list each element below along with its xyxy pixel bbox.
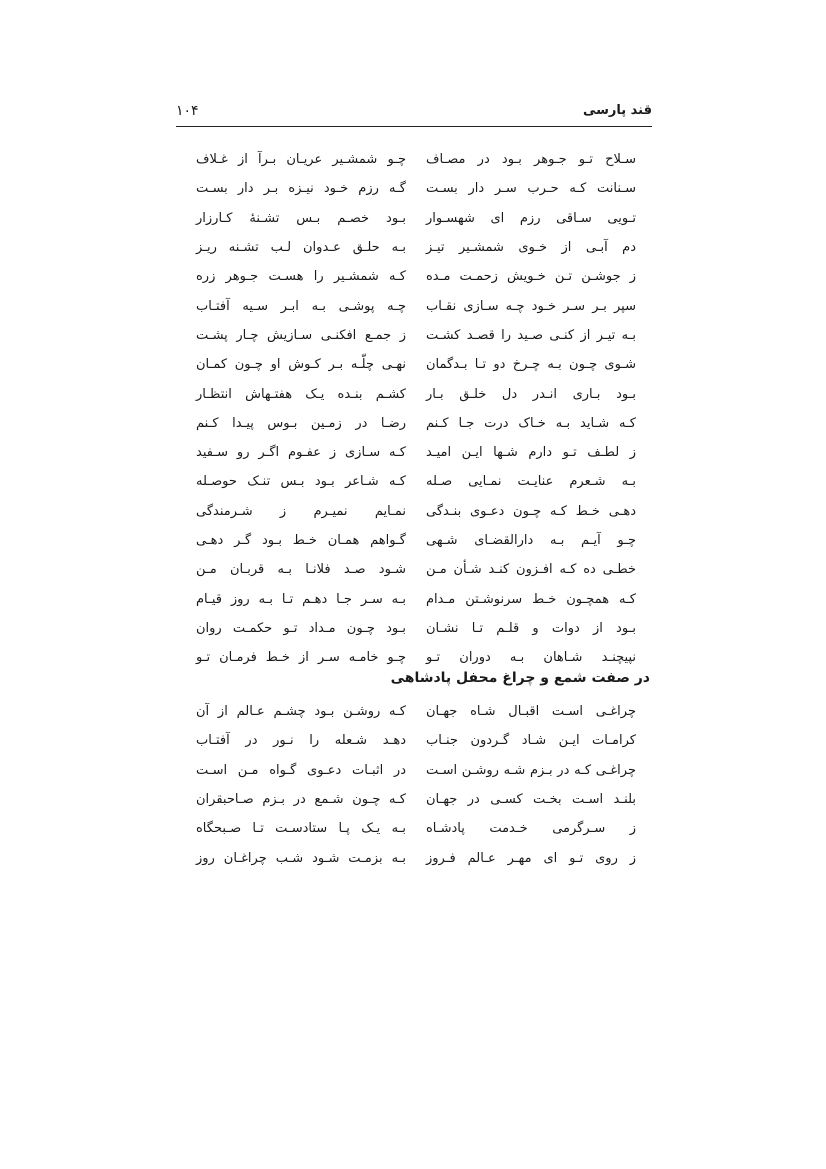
couplet	[196, 555, 636, 584]
couplet	[196, 262, 636, 291]
hemistich-left: چـو شمشـیر عریـان بـرآ از غـلاف	[196, 152, 406, 168]
hemistich-left: بـه بزمـت شـود شـب چراغـان روز	[196, 850, 406, 866]
hemistich-right: دم آبـی از خـوی شمشـیر تیـز	[426, 240, 636, 256]
couplet	[196, 321, 636, 350]
couplet	[196, 814, 636, 843]
hemistich-left: گـه رزم خـود نیـزه بـر دار بسـت	[196, 181, 406, 197]
couplet	[196, 643, 636, 672]
hemistich-left: دهـد شـعله را نـور در آفتـاب	[196, 733, 406, 749]
couplet	[196, 438, 636, 467]
hemistich-left: بـود خصـم بـس تشـنهٔ کـارزار	[196, 210, 406, 226]
hemistich-right: کـه همچـون خـط سرنوشـتن مـدام	[426, 591, 636, 607]
couplet	[196, 145, 636, 174]
couplet	[196, 584, 636, 613]
couplet	[196, 467, 636, 496]
couplet	[196, 204, 636, 233]
hemistich-right: سپر بـر سـر خـود چـه سـازی نقـاب	[426, 298, 636, 314]
book-title: قند پارسی	[582, 103, 652, 118]
hemistich-left: بـه سـر جـا دهـم تـا بـه روز قیـام	[196, 591, 406, 607]
hemistich-right: بـود از دوات و قلـم تـا نشـان	[426, 620, 636, 636]
hemistich-left: بـود چـون مـداد تـو حکمـت روان	[196, 620, 406, 636]
hemistich-left: شـود صـد فلانـا بـه قربـان مـن	[196, 562, 406, 578]
hemistich-right: کـه شـاید بـه خـاک درت جـا کـنم	[426, 415, 636, 431]
hemistich-left: نمـایم نمیـرم ز شـرمندگی	[196, 503, 406, 519]
couplet	[196, 697, 636, 726]
couplet	[196, 726, 636, 755]
couplet	[196, 497, 636, 526]
hemistich-left: کـه شـاعر بـود بـس تنـک حوصـله	[196, 474, 406, 490]
hemistich-right: چراغـی اسـت اقبـال شـاه جهـان	[426, 704, 636, 720]
hemistich-right: ز جوشـن تـن خـویش زحمـت مـده	[426, 269, 636, 285]
couplet	[196, 785, 636, 814]
couplet	[196, 409, 636, 438]
couplet	[196, 756, 636, 785]
hemistich-left: کـه چـون شـمع در بـزم صـاحبقران	[196, 792, 406, 808]
header-divider	[176, 126, 652, 127]
hemistich-right: بلنـد اسـت بخـت کسـی در جهـان	[426, 792, 636, 808]
hemistich-right: کرامـات ایـن شـاد گـردون جنـاب	[426, 733, 636, 749]
hemistich-right: ز روی تـو ای مهـر عـالم فـروز	[426, 850, 636, 866]
hemistich-right: چراغـی کـه در بـزم شـه روشـن اسـت	[426, 762, 636, 778]
couplet	[196, 233, 636, 262]
hemistich-left: کشـم بنـده یـک هفتـهاش انتظـار	[196, 386, 406, 402]
hemistich-left: کـه روشـن بـود چشـم عـالم از آن	[196, 704, 406, 720]
page-header	[176, 100, 652, 128]
hemistich-right: دهـی خـط کـه چـون دعـوی بنـدگی	[426, 503, 636, 519]
hemistich-right: ز سـرگرمی خـدمت پادشـاه	[426, 821, 636, 837]
couplet	[196, 614, 636, 643]
hemistich-right: بـه تیـر از کنـی صـید را قصـد کشـت	[426, 327, 636, 343]
couplet	[196, 379, 636, 408]
hemistich-right: نپیچنـد شـاهان بـه دوران تـو	[426, 650, 636, 666]
hemistich-left: گـواهم همـان خـط بـود گـر دهـی	[196, 533, 406, 548]
hemistich-left: نهـی چلّـه بـر کـوش او چـون کمـان	[196, 357, 406, 373]
hemistich-right: تـویی سـاقی رزم ای شهسـوار	[426, 210, 636, 226]
hemistich-right: خطـی ده کـه افـزون کنـد شـأن مـن	[426, 562, 636, 578]
couplet	[196, 174, 636, 203]
hemistich-right: سـلاح تـو جـوهر بـود در مصـاف	[426, 152, 636, 168]
hemistich-left: کـه شمشـیر را هسـت جـوهر زره	[196, 269, 406, 285]
couplet	[196, 526, 636, 555]
poem-block-1	[196, 145, 636, 672]
hemistich-right: بـه شـعرم عنایـت نمـایی صـله	[426, 474, 636, 490]
hemistich-left: بـه حلـق عـدوان لـب تشـنه ریـز	[196, 240, 406, 256]
hemistich-left: چـه پوشـی بـه ابـر سـیه آفتـاب	[196, 298, 406, 314]
hemistich-left: بـه یـک پـا ستادسـت تـا صـبحگاه	[196, 821, 406, 837]
couplet	[196, 350, 636, 379]
hemistich-right: بـود بـاری انـدر دل خلـق بـار	[426, 386, 636, 402]
section-heading: در صفت شمع و چراغ محفل پادشاهی	[390, 670, 650, 686]
couplet	[196, 291, 636, 320]
hemistich-right: ز لطـف تـو دارم شـها ایـن امیـد	[426, 445, 636, 461]
hemistich-left: ز جمـع افکنـی سـازیش چـار پشـت	[196, 327, 406, 343]
hemistich-right: سـنانت کـه حـرب سـر دار بسـت	[426, 181, 636, 197]
hemistich-left: چـو خامـه سـر از خـط فرمـان تـو	[196, 650, 406, 666]
couplet	[196, 843, 636, 872]
hemistich-left: رضـا در زمـین بـوس پیـدا کـنم	[196, 415, 406, 431]
hemistich-right: چـو آیـم بـه دارالقضـای شـهی	[426, 533, 636, 548]
hemistich-left: در اثبـات دعـوی گـواه مـن اسـت	[196, 762, 406, 778]
hemistich-right: شـوی چـون بـه چـرخ دو تـا بـدگمان	[426, 357, 636, 373]
hemistich-left: کـه سـازی ز عفـوم اگـر رو سـفید	[196, 445, 406, 461]
poem-block-2	[196, 697, 636, 873]
page-number: ۱۰۴	[176, 103, 199, 119]
